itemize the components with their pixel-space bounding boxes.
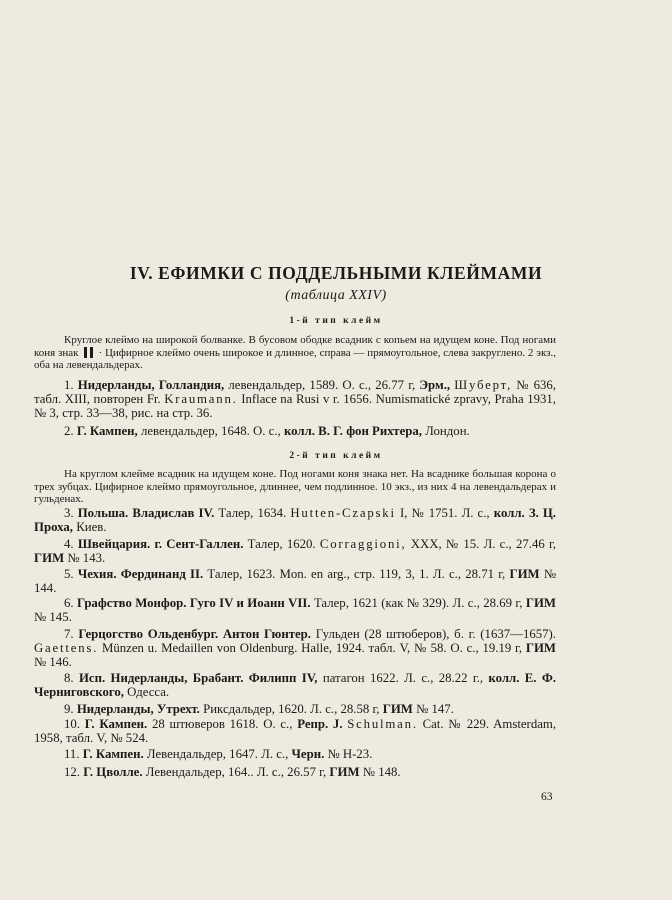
entry-9: 9. Нидерланды, Утрехт. Риксдальдер, 1620. Л. с., 28.58 г, ГИМ № 147. bbox=[64, 702, 454, 716]
entry-6: 6. Графство Монфор. Гуго IV и Иоанн VII. Талер, 1621 (как № 329). Л. с., 28.69 г, ГИМ № 145. bbox=[34, 596, 556, 624]
entry-10: 10. Г. Кампен. 28 штюверов 1618. О. с., Репр. J. Schulman. Cat. № 229. Amsterdam, 1958, табл. V, № 524. bbox=[34, 717, 557, 745]
entry-11: 11. Г. Кампен. Левендальдер, 1647. Л. с., Черн. № Н-23. bbox=[64, 747, 373, 761]
entry-1: 1. Нидерланды, Голландия, левендальдер, 1589. О. с., 26.77 г, Эрм., Шуберт, № 636, табл. XIII, повторен Fr. Kraumann. Inflace na Rusi v r. 1656. Numismatické zpravy, Praha 1931, № 3, стр. 33—38, рис. на стр. 36. bbox=[34, 378, 557, 420]
entry-7: 7. Герцогство Ольденбург. Антон Гюнтер. Гульден (28 штюберов), б. г. (1637—1657). Gaettens. Münzen u. Medaillen von Oldenburg. Halle, 1924. табл. V, № 58. О. с., 19.19 г, ГИМ № 146. bbox=[34, 627, 557, 669]
type2-description: На круглом клейме всадник на идущем коне. Под ногами коня знака нет. На всаднике большая корона о трех зубцах. Цифирное клеймо прямоугольное, длиннее, чем подлинное. 10 экз., из них 4 на левендальдерах и гульденах. bbox=[34, 468, 556, 505]
type1-desc-a: Круглое клеймо на широкой болванке. В бусовом ободке всадник с копьем на идущем коне. Под ногами коня знак bbox=[34, 334, 556, 359]
type1-heading: 1-й тип клейм bbox=[289, 316, 383, 326]
page-number: 63 bbox=[541, 791, 553, 803]
type1-description bbox=[34, 334, 556, 372]
entry-12: 12. Г. Цволле. Левендальдер, 164.. Л. с., 26.57 г, ГИМ № 148. bbox=[64, 765, 401, 779]
entry-3: 3. Польша. Владислав IV. Талер, 1634. Hutten-Czapski I, № 1751. Л. с., колл. З. Ц. Проха, Киев. bbox=[34, 506, 557, 534]
entry-4: 4. Швейцария. г. Сент-Галлен. Талер, 1620. Corraggioni, XXX, № 15. Л. с., 27.46 г, ГИМ № 143. bbox=[34, 537, 557, 565]
chapter-subtitle: (таблица XXIV) bbox=[285, 288, 387, 303]
type1-desc-b: · Цифирное клеймо очень широкое и длинное, справа — прямоугольное, слева закруглено. 2 экз., оба на левендальдерах. bbox=[34, 346, 556, 371]
entry-8: 8. Исп. Нидерланды, Брабант. Филипп IV, патагон 1622. Л. с., 28.22 г., колл. Е. Ф. Черниговского, Одесса. bbox=[34, 671, 557, 699]
countermark-sign-icon bbox=[84, 347, 93, 358]
chapter-title: IV. ЕФИМКИ С ПОДДЕЛЬНЫМИ КЛЕЙМАМИ bbox=[129, 263, 543, 283]
entry-2: 2. Г. Кампен, левендальдер, 1648. О. с., колл. В. Г. фон Рихтера, Лондон. bbox=[64, 424, 470, 438]
type2-heading: 2-й тип клейм bbox=[289, 451, 383, 461]
entry-5: 5. Чехия. Фердинанд II. Талер, 1623. Mon. en arg., стр. 119, 3, 1. Л. с., 28.71 г, ГИМ № 144. bbox=[34, 567, 557, 595]
